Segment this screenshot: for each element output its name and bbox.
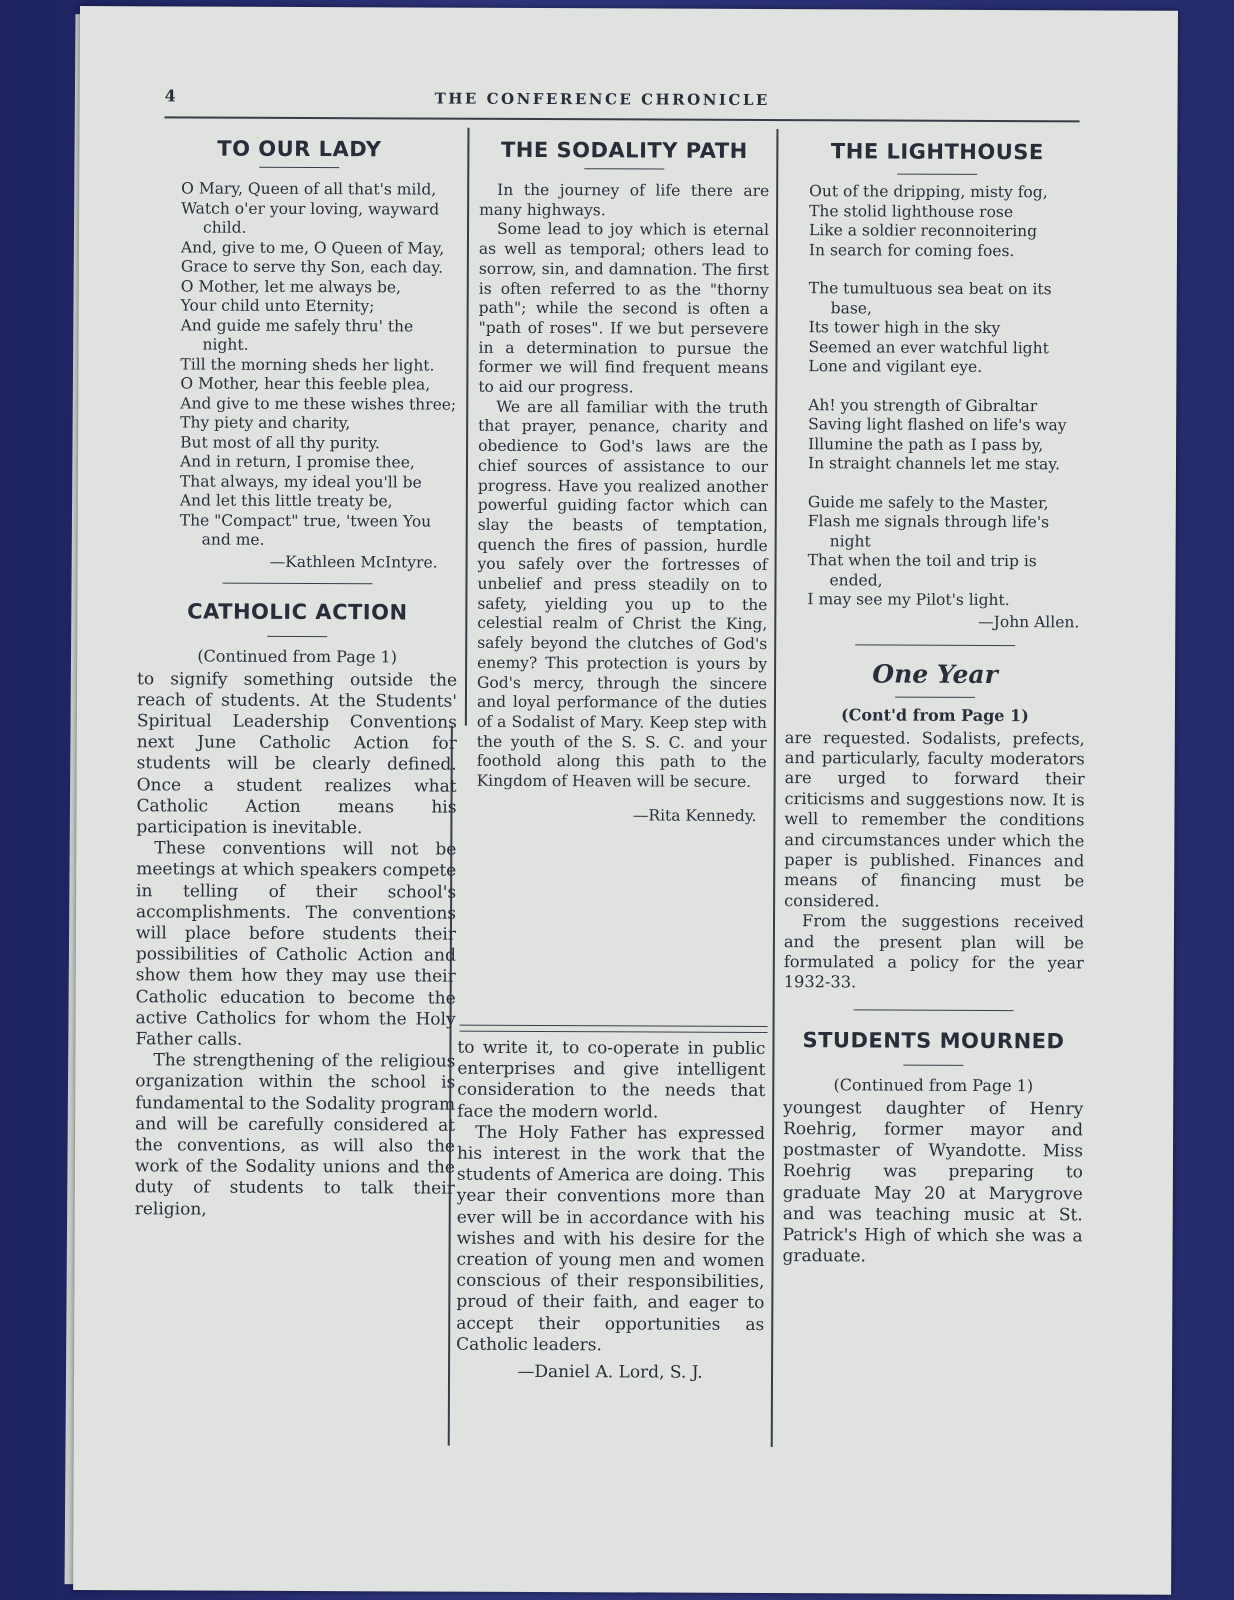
poem-line: Guide me safely to the Master, [807,492,1049,512]
students-mourned-body [783,1098,1084,1269]
poem-line: And give to me these wishes three; [180,393,457,414]
catholic-action-cont-body [456,1038,765,1357]
poem-line: Grace to serve thy Son, each day. [180,257,444,277]
poem-line: Out of the dripping, misty fog, [809,182,1048,202]
column-middle [476,138,769,825]
column-left [135,136,460,1221]
poem-line: In straight channels let me stay. [807,454,1060,474]
one-year-body [784,728,1085,995]
title-rule [584,168,664,169]
poem-line: O Mary, Queen of all that's mild, [181,179,437,199]
paragraph: We are all familiar with the truth that prayer, penance, charity and obedience to God's laws are the chief sources of assistance to our progress. Have you realized another powerful guiding factor which can slay the beasts of temptation, quench the fires of passion, hurdle you safely over the fortresses of unbelief and press steadily on to safety, yielding you up to the celestial realm of Christ the King, safely beyond the clutches of God's enemy? This protection is yours by God's mercy, through the sincere and loyal performance of the duties of a Sodalist of Mary. Keep step with the youth of the S. S. C. and your foothold along this path to the Kingdom of Heaven will be secure. [476,397,769,792]
poem-line: And let this little treaty be, [179,491,393,511]
sodality-path-author: —Rita Kennedy. [632,806,757,825]
sodality-path-title: THE SODALITY PATH [500,137,748,163]
paragraph: These conventions will not be meetings at which speakers compete in telling of their school's accomplishments. The conventions will place before students their possibilities of Catholic Action and show them how they may use their Catholic education to become the active Catholics for whom the Holy Father calls. [135,838,457,1050]
poem-line: Seemed an ever watchful light [808,337,1049,357]
to-our-lady-author: —Kathleen McIntyre. [269,552,438,572]
one-year-continued: (Cont'd from Page 1) [841,704,1029,725]
paragraph: are requested. Sodalists, prefects, and particularly, faculty moderators are urged to forward their criticisms and suggestions now. It is well to remember the conditions and circumstances under which the paper is published. Finances and means of financing must be considered. [784,727,1085,911]
lighthouse-stanza-2 [786,279,1086,378]
double-rule-bottom [460,1031,768,1033]
column-middle-lower [456,1038,765,1383]
poem-line: In search for coming foes. [808,240,1015,260]
title-rule [267,635,327,636]
poem-line: Watch o'er your loving, wayward child. [181,198,440,237]
page-number: 4 [164,86,176,106]
poem-line: Saving light flashed on life's way [808,415,1067,435]
page-header [165,86,1080,122]
catholic-action-continued: (Continued from Page 1) [197,646,398,666]
poem-line: Its tower high in the sky [808,318,1001,338]
poem-line: I may see my Pilot's light. [807,590,1010,610]
title-rule [895,696,975,697]
running-head: THE CONFERENCE CHRONICLE [434,89,770,110]
poem-line: O Mother, let me always be, [180,276,402,296]
poem-line: The tumultuous sea beat on its base, [808,279,1052,317]
sodality-path-body [477,181,770,793]
lighthouse-author: —John Allen. [978,612,1080,631]
title-rule [897,174,977,175]
poem-line: The "Compact" true, 'tween You and me. [179,510,432,549]
catholic-action-title: CATHOLIC ACTION [187,598,408,624]
double-rule-top [460,1025,768,1027]
column-rule-1 [465,128,470,726]
poem-line: That when the toil and trip is ended, [807,551,1037,590]
newspaper-page [73,6,1178,1595]
catholic-action-author: —Daniel A. Lord, S. J. [517,1361,703,1383]
catholic-action-body [135,669,457,1222]
poem-line: Ah! you strength of Gibraltar [808,395,1038,415]
paragraph: Some lead to joy which is eternal as well as temporal; others lead to sorrow, sin, and damnation. The first is often referred to as the "thorny path"; while the second is often a "path of roses". If we but persevere in a determination to pursue the former we will find frequent means to aid our progress. [478,220,770,397]
section-divider [222,582,372,584]
poem-line: Thy piety and charity, [180,413,351,433]
students-mourned-title: STUDENTS MOURNED [802,1027,1065,1054]
column-right [783,139,1088,1269]
paragraph: to write it, to co-operate in public enterprises and give intelligent consideration to the needs that face the modern world. [457,1037,766,1123]
poem-line: Your child unto Eternity; [180,296,375,316]
title-rule [903,1064,963,1065]
poem-line: Flash me signals through life's night [807,512,1050,550]
to-our-lady-title: TO OUR LADY [217,136,382,162]
section-divider [855,644,1015,646]
poem-line: And in return, I promise thee, [179,452,415,472]
lighthouse-stanza-1 [787,182,1087,261]
students-mourned-continued: (Continued from Page 1) [833,1075,1034,1095]
to-our-lady-poem [138,179,460,551]
paragraph: The Holy Father has expressed his interest in the work that the students of America are doing. This year their conventions more than ever will be in accordance with his wishes and with his desire for the creation of young men and women conscious of their responsibilities, proud of their faith, and eager to accept their opportunities as Catholic leaders. [456,1122,766,1356]
paragraph: In the journey of life there are many highways. [479,180,770,219]
poem-line: Lone and vigilant eye. [808,357,983,376]
paragraph: The strengthening of the religious organization within the school is fundamental to the Sodality program and will be carefully considered at the conventions, as will also the work of the Sodality unions and the duty of students to talk their religion, [134,1050,456,1220]
lighthouse-stanza-4 [785,493,1086,611]
poem-line: But most of all thy purity. [180,432,380,452]
poem-line: Like a soldier reconnoitering [808,221,1038,241]
poem-line: Illumine the path as I pass by, [808,434,1044,454]
poem-line: Till the morning sheds her light. [180,354,435,375]
column-rule-2 [771,129,779,1447]
poem-line: The stolid lighthouse rose [809,201,1014,221]
lighthouse-stanza-3 [786,396,1086,475]
paragraph: From the suggestions received and the present plan will be formulated a policy for the year 1932-33. [783,911,1085,992]
lighthouse-title: THE LIGHTHOUSE [830,139,1044,165]
poem-line: That always, my ideal you'll be [179,471,422,491]
paragraph: to signify something outside the reach of students. At the Students' Spiritual Leadership Conventions next June Catholic Action for students will be clearly defined. Once a student realizes what Catholic Action means his participation is inevitable. [136,668,458,839]
one-year-title: One Year [872,658,998,689]
paragraph: youngest daughter of Henry Roehrig, former mayor and postmaster of Wyandotte. Miss Roehrig was preparing to graduate May 20 at Marygrove and was teaching music at St. Patrick's High of which she was a graduate. [782,1097,1084,1267]
poem-line: O Mother, hear this feeble plea, [180,374,431,394]
poem-line: And, give to me, O Queen of May, [180,237,445,258]
poem-line: And guide me safely thru' the night. [180,315,414,354]
section-divider [854,1009,1014,1011]
title-rule [259,167,339,168]
